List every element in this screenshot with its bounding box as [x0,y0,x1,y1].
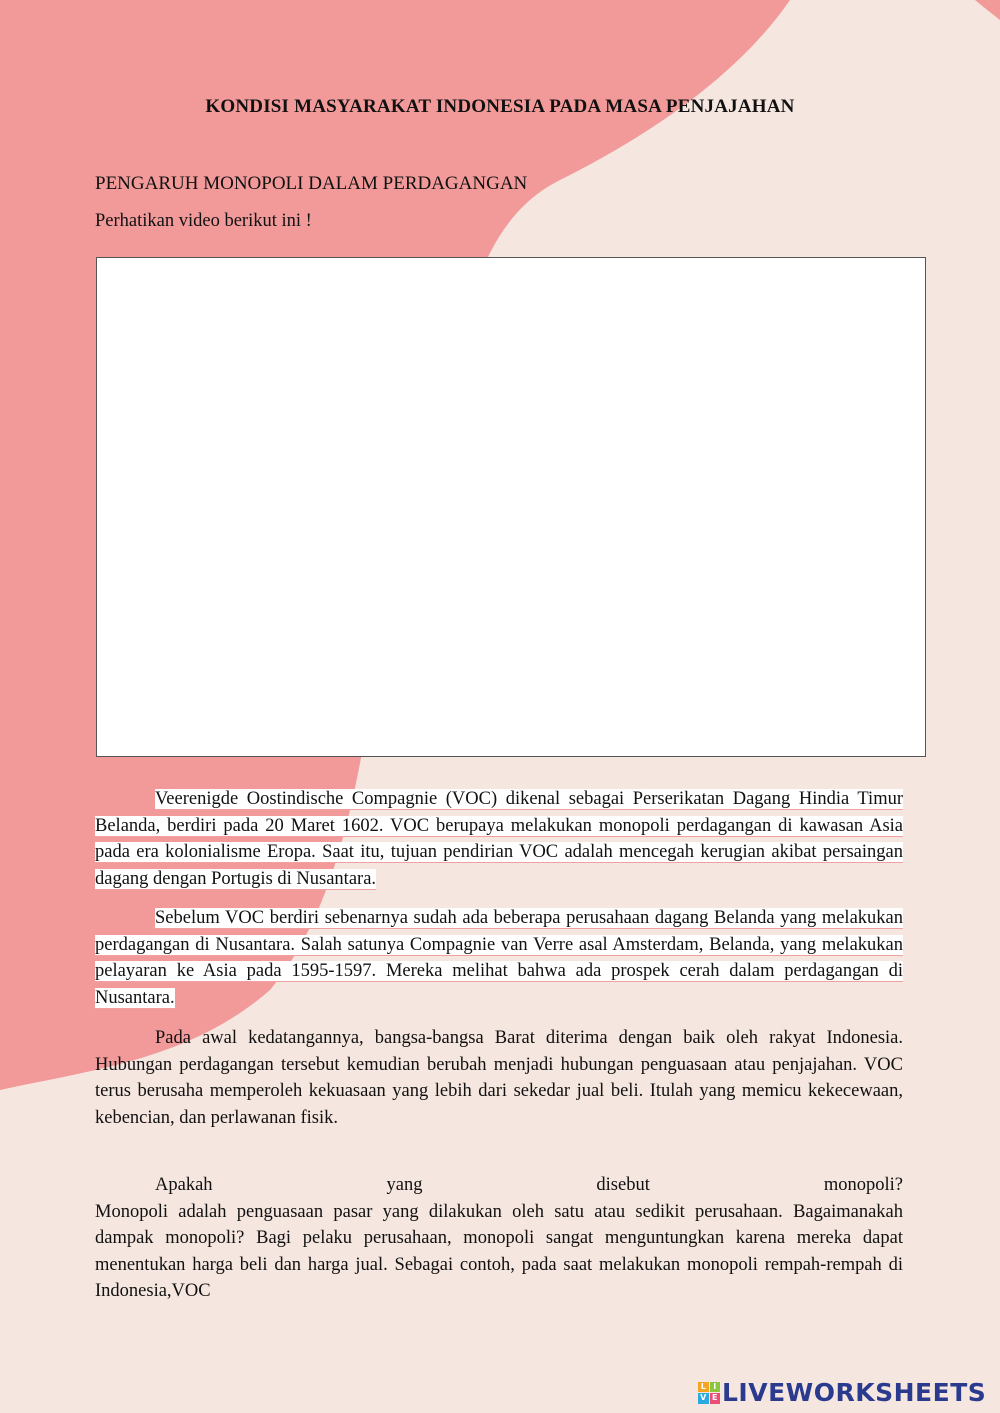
paragraph-monopoly [95,1172,903,1305]
paragraph-text: Monopoli adalah penguasaan pasar yang dilakukan oleh satu atau sedikit perusahaan. Bagaimanakah dampak monopoli? Bagi pelaku perusahaan, monopoli sangat menguntungkan karena mereka dapat menentukan harga beli dan harga jual. Sebagai contoh, pada saat melakukan monopoli rempah-rempah di Indonesia,VOC [95,1201,903,1302]
logo-tile: V [698,1393,709,1404]
question-word: yang [386,1175,423,1195]
liveworksheets-logo-text: LIVEWORKSHEETS [722,1378,987,1407]
video-instruction: Perhatikan video berikut ini ! [95,211,312,231]
logo-tile: L [698,1382,709,1393]
question-word: monopoli? [823,1175,903,1195]
logo-tile: E [710,1393,721,1404]
paragraph-voc-intro [95,786,903,892]
monopoly-question [95,1172,903,1199]
video-placeholder[interactable] [96,257,926,757]
paragraph-before-voc [95,905,903,1011]
logo-tile: I [710,1382,721,1393]
paragraph-text: Pada awal kedatangannya, bangsa-bangsa Barat diterima dengan baik oleh rakyat Indonesia. Hubungan perdagangan tersebut kemudian berubah menjadi hubungan penguasaan atau penjajahan. VOC terus berusaha memperoleh kekuasaan yang lebih dari sekedar jual beli. Itulah yang memicu kekecewaan, kebencian, dan perlawanan fisik. [95,1028,903,1128]
question-word: disebut [596,1175,650,1195]
liveworksheets-logo [698,1378,986,1407]
page-title: KONDISI MASYARAKAT INDONESIA PADA MASA PENJAJAHAN [205,96,795,117]
paragraph-arrival [95,1025,903,1131]
paragraph-text: Sebelum VOC berdiri sebenarnya sudah ada beberapa perusahaan dagang Belanda yang melakukan perdagangan di Nusantara. Salah satunya Compagnie van Verre asal Amsterdam, Belanda, yang melakukan pelayaran ke Asia pada 1595-1597. Mereka melihat bahwa ada prospek cerah dalam perdagangan di Nusantara. [95,908,903,1008]
liveworksheets-logo-icon [698,1382,720,1404]
paragraph-text: Veerenigde Oostindische Compagnie (VOC) dikenal sebagai Perserikatan Dagang Hindia Timur Belanda, berdiri pada 20 Maret 1602. VOC berupaya melakukan monopoli perdagangan di kawasan Asia pada era kolonialisme Eropa. Saat itu, tujuan pendirian VOC adalah mencegah kerugian akibat persaingan dagang dengan Portugis di Nusantara. [95,789,903,889]
section-subtitle: PENGARUH MONOPOLI DALAM PERDAGANGAN [95,173,528,194]
question-word: Apakah [155,1175,213,1195]
